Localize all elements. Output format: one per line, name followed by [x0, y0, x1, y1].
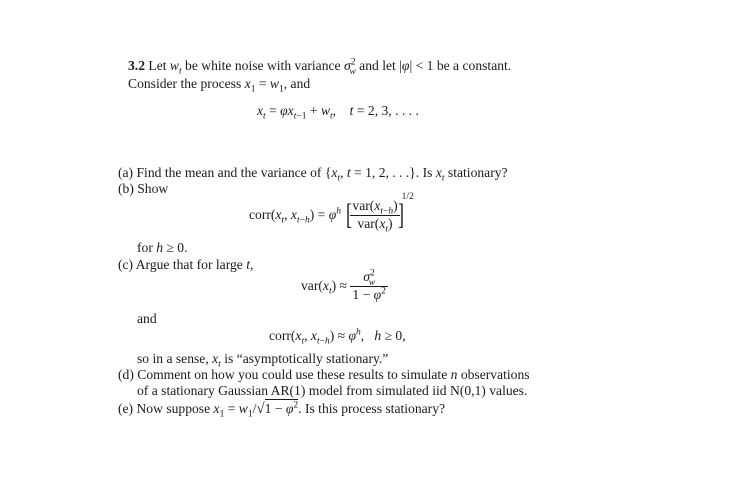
corr-denominator: $var(x_t)$ [357, 215, 393, 235]
part-d-line-1: (d) Comment on how you could use these results to simulate n observations [118, 367, 530, 382]
problem-intro-text: Let $w_t$ be white noise with variance $\sigma^2_w$ and let |φ| < 1 be a constant. [148, 57, 512, 77]
equation-corr-approx: $corr(x_t$, $x_{t-h}) \approx \varphi^h$, h ≥ 0, [269, 327, 406, 347]
var-numerator: $\sigma^2_w$ [350, 270, 388, 287]
right-bracket: ] [397, 198, 404, 232]
left-bracket: [ [346, 198, 353, 232]
corr-fraction [350, 198, 399, 235]
var-fraction [350, 270, 388, 303]
part-b: (b) Show [118, 181, 169, 196]
equation-variance: $var(x_t)$ ≈ $\frac{\sigma^2_w}{1 - \varphi^2}$ [301, 268, 386, 302]
problem-intro-line-2: Consider the process $x_1 = w_1$, and [128, 76, 311, 95]
problem-intro-line-1 [128, 57, 512, 77]
equation-correlation: $corr(x_t$, $x_{t-h}) = \varphi^h$ [ $\frac{var(x_{t-h})}{var(x_t)}$ ]$^{1/2}$ [249, 192, 414, 235]
for-h: for h ≥ 0. [137, 240, 188, 255]
part-c: (c) Argue that for large t, [118, 257, 254, 272]
var-denominator: $1 - \varphi^2$ [352, 286, 386, 302]
and-word: and [137, 311, 157, 326]
corr-numerator: $var(x_{t-h})$ [352, 198, 398, 217]
equation-process: $x_t = \varphi x_{t-1} + w_t$, t = 2, 3, . . . . [257, 103, 419, 122]
corr-exponent: 1/2 [401, 192, 414, 203]
asymptotic-line: so in a sense, $x_t$ is “asymptotically stationary.” [137, 351, 389, 370]
part-d-line-2: of a stationary Gaussian AR(1) model from simulated iid N(0,1) values. [137, 383, 528, 398]
problem-number: 3.2 [128, 58, 145, 73]
part-e: (e) Now suppose $x_1 = w_1/√1 - \varphi^2$. Is this process stationary? [118, 400, 446, 420]
part-a: (a) Find the mean and the variance of {$x_t$, t = 1, 2, . . .}. Is $x_t$ stationary? [118, 165, 508, 184]
